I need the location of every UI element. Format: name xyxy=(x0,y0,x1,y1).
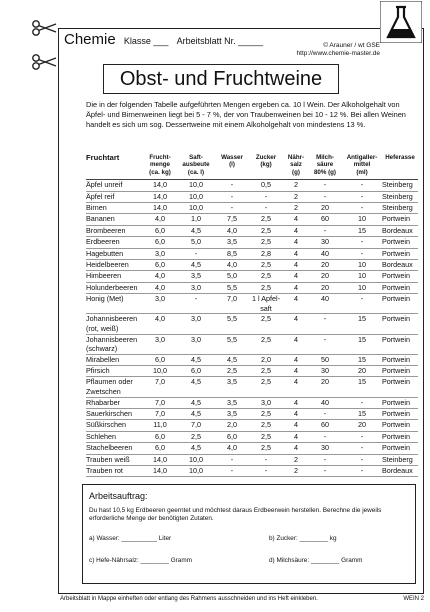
table-cell: 0,5 xyxy=(248,180,284,191)
table-cell: 4,5 xyxy=(216,354,248,365)
table-cell: 2,5 xyxy=(248,377,284,397)
table-cell: Portwein xyxy=(382,334,418,354)
table-cell: Portwein xyxy=(382,366,418,377)
column-header-8 xyxy=(382,152,418,180)
column-header-line: (ca. l) xyxy=(187,168,205,176)
table-cell: 10,0 xyxy=(144,366,176,377)
table-cell: 3,5 xyxy=(216,377,248,397)
table-cell: Honig (Met) xyxy=(86,294,144,314)
task-text: Du hast 10,5 kg Erdbeeren geerntet und möchtest daraus Erdbeerwein herstellen. Berechne die jeweils erforderliche Menge der benötigten Zutaten. xyxy=(89,507,382,522)
table-cell: 2,8 xyxy=(248,248,284,259)
table-cell: 4,5 xyxy=(176,259,216,270)
table-cell: 3,5 xyxy=(216,237,248,248)
table-cell: 6,0 xyxy=(144,225,176,236)
table-cell: 2,0 xyxy=(248,354,284,365)
table-cell: - xyxy=(342,203,382,214)
header-copyright xyxy=(297,42,380,58)
table-cell: 3,0 xyxy=(176,282,216,293)
table-cell: Portwein xyxy=(382,294,418,314)
table-cell: 14,0 xyxy=(144,191,176,202)
table-cell: 4,5 xyxy=(176,409,216,420)
table-cell: 2,5 xyxy=(248,431,284,442)
table-cell: 6,0 xyxy=(216,431,248,442)
table-cell: Portwein xyxy=(382,409,418,420)
table-cell: Portwein xyxy=(382,354,418,365)
table-row xyxy=(86,314,418,334)
table-cell: 4,5 xyxy=(176,443,216,454)
table-row xyxy=(86,334,418,354)
column-header-line: Fruchtart xyxy=(86,153,120,162)
table-cell: Stachelbeeren xyxy=(86,443,144,454)
task-box xyxy=(82,484,416,584)
table-row xyxy=(86,271,418,282)
table-cell: 10,0 xyxy=(176,203,216,214)
table-cell: 14,0 xyxy=(144,203,176,214)
table-cell: - xyxy=(308,180,342,191)
table-cell: 10,0 xyxy=(176,454,216,465)
answer-nutrient-salt: c) Hefe-Nährsalz: ________ Gramm xyxy=(89,557,193,564)
table-cell: 4 xyxy=(284,443,308,454)
table-cell: 15 xyxy=(342,409,382,420)
column-header-line: Saft- xyxy=(189,154,203,161)
column-header-line: menge xyxy=(150,161,170,169)
table-cell: Rhabarber xyxy=(86,397,144,408)
table-cell: 7,0 xyxy=(216,294,248,314)
table-cell: - xyxy=(216,466,248,477)
table-row xyxy=(86,454,418,465)
table-cell: 15 xyxy=(342,225,382,236)
table-cell: 2,5 xyxy=(248,214,284,225)
table-row xyxy=(86,191,418,202)
table-cell: Johannisbeeren (schwarz) xyxy=(86,334,144,354)
table-cell: 4,0 xyxy=(144,282,176,293)
table-cell: Steinberg xyxy=(382,203,418,214)
table-cell: - xyxy=(342,294,382,314)
table-cell: 4 xyxy=(284,314,308,334)
table-cell: 10 xyxy=(342,282,382,293)
table-cell: 2 xyxy=(284,203,308,214)
table-cell: Portwein xyxy=(382,420,418,431)
table-cell: Mirabellen xyxy=(86,354,144,365)
table-cell: 4 xyxy=(284,354,308,365)
task-title: Arbeitsauftrag: xyxy=(89,491,148,501)
column-header-line: (ml) xyxy=(356,168,368,176)
table-cell: - xyxy=(342,237,382,248)
table-cell: - xyxy=(308,191,342,202)
table-cell: Bordeaux xyxy=(382,466,418,477)
table-cell: - xyxy=(308,334,342,354)
table-cell: 4 xyxy=(284,225,308,236)
table-cell: 7,0 xyxy=(176,420,216,431)
table-cell: - xyxy=(342,466,382,477)
table-cell: 20 xyxy=(342,420,382,431)
table-cell: 2 xyxy=(284,454,308,465)
table-cell: 4 xyxy=(284,420,308,431)
table-cell: Heidelbeeren xyxy=(86,259,144,270)
table-cell: Portwein xyxy=(382,397,418,408)
table-cell: Holunderbeeren xyxy=(86,282,144,293)
table-cell: 2,5 xyxy=(248,225,284,236)
table-cell: 2 xyxy=(284,191,308,202)
table-cell: - xyxy=(308,314,342,334)
table-cell: 20 xyxy=(308,203,342,214)
table-header-row xyxy=(86,152,418,180)
table-cell: 4,5 xyxy=(176,225,216,236)
table-cell: - xyxy=(342,431,382,442)
table-cell: 15 xyxy=(342,334,382,354)
table-cell: Trauben weiß xyxy=(86,454,144,465)
table-cell: 4,5 xyxy=(176,377,216,397)
table-cell: 3,0 xyxy=(144,334,176,354)
table-cell: 4 xyxy=(284,397,308,408)
table-cell: - xyxy=(216,203,248,214)
table-cell: - xyxy=(176,294,216,314)
table-cell: 4,0 xyxy=(216,443,248,454)
table-cell: 2 xyxy=(284,180,308,191)
table-cell: 4,0 xyxy=(216,225,248,236)
column-header-line: säure xyxy=(316,161,334,169)
table-cell: 20 xyxy=(308,271,342,282)
table-cell: 7,0 xyxy=(144,409,176,420)
table-cell: Portwein xyxy=(382,214,418,225)
subject-label: Chemie xyxy=(64,31,116,48)
table-cell: Äpfel reif xyxy=(86,191,144,202)
scissors-icon xyxy=(31,20,57,36)
table-cell: 6,0 xyxy=(144,259,176,270)
table-row xyxy=(86,420,418,431)
table-cell: Portwein xyxy=(382,443,418,454)
table-cell: 30 xyxy=(308,237,342,248)
table-cell: 3,0 xyxy=(248,397,284,408)
table-cell: - xyxy=(216,180,248,191)
table-cell: 4 xyxy=(284,409,308,420)
table-cell: 20 xyxy=(342,366,382,377)
table-cell: 6,0 xyxy=(144,443,176,454)
table-cell: 5,0 xyxy=(216,271,248,282)
table-body xyxy=(86,180,418,477)
class-field: Klasse ___ xyxy=(123,36,169,46)
table-cell: 6,0 xyxy=(144,354,176,365)
table-cell: Portwein xyxy=(382,237,418,248)
table-cell: 4,0 xyxy=(144,314,176,334)
table-cell: - xyxy=(308,431,342,442)
table-cell: 3,0 xyxy=(176,334,216,354)
table-cell: 60 xyxy=(308,214,342,225)
table-cell: 1,0 xyxy=(176,214,216,225)
table-row xyxy=(86,366,418,377)
table-cell: 5,5 xyxy=(216,282,248,293)
table-cell: Steinberg xyxy=(382,454,418,465)
column-header-line: ausbeute xyxy=(182,161,210,169)
column-header-3 xyxy=(216,152,248,180)
table-cell: 2,5 xyxy=(176,431,216,442)
table-row xyxy=(86,214,418,225)
table-cell: 30 xyxy=(308,366,342,377)
table-cell: Pfirsich xyxy=(86,366,144,377)
scissors-icon xyxy=(31,54,57,70)
column-header-7 xyxy=(342,152,382,180)
table-cell: 10,0 xyxy=(176,191,216,202)
table-cell: 14,0 xyxy=(144,466,176,477)
answer-water: a) Wasser: __________ Liter xyxy=(89,535,172,542)
table-cell: Bananen xyxy=(86,214,144,225)
table-cell: 50 xyxy=(308,354,342,365)
table-cell: 4 xyxy=(284,377,308,397)
table-cell: 4,5 xyxy=(176,397,216,408)
table-row xyxy=(86,225,418,236)
column-header-0 xyxy=(86,152,144,180)
table-cell: 4 xyxy=(284,366,308,377)
table-cell: Brombeeren xyxy=(86,225,144,236)
table-cell: 7,5 xyxy=(216,214,248,225)
table-cell: 2,5 xyxy=(248,237,284,248)
table-cell: Bordeaux xyxy=(382,259,418,270)
column-header-2 xyxy=(176,152,216,180)
table-row xyxy=(86,466,418,477)
table-cell: Portwein xyxy=(382,282,418,293)
table-cell: 20 xyxy=(308,377,342,397)
page-title xyxy=(103,64,339,94)
column-header-line: Wasser xyxy=(221,154,243,161)
table-cell: 6,0 xyxy=(144,431,176,442)
table-cell: 2,5 xyxy=(248,366,284,377)
table-row xyxy=(86,294,418,314)
copyright-text: © Arauner / wt GSE xyxy=(323,42,380,49)
table-cell: Steinberg xyxy=(382,191,418,202)
table-cell: 4,5 xyxy=(176,354,216,365)
table-row xyxy=(86,409,418,420)
table-cell: Süßkirschen xyxy=(86,420,144,431)
column-header-line: salz xyxy=(290,161,302,169)
table-cell: 2,5 xyxy=(216,366,248,377)
answer-sugar: b) Zucker: ________ kg xyxy=(269,535,337,542)
table-row xyxy=(86,180,418,191)
column-header-line: Nähr- xyxy=(287,154,305,161)
table-cell: 10,0 xyxy=(176,180,216,191)
table-cell: 4,0 xyxy=(144,271,176,282)
table-cell: 4 xyxy=(284,214,308,225)
table-cell: Birnen xyxy=(86,203,144,214)
table-cell: 4 xyxy=(284,294,308,314)
intro-paragraph: Die in der folgenden Tabelle aufgeführten Mengen ergeben ca. 10 l Wein. Der Alkoholgehalt von Äpfel- und Birnenweinen liegt bei 5 - 7 %, der von Traubenweinen bei 10 - 12 %. Bei allen Weinen handelt es sich um sog. Dessertweine mit einem Alkoholgehalt von mindestens 13 %. xyxy=(86,100,406,129)
table-cell: Hagebutten xyxy=(86,248,144,259)
table-cell: 10 xyxy=(342,271,382,282)
table-cell: Bordeaux xyxy=(382,225,418,236)
table-cell: 15 xyxy=(342,314,382,334)
table-cell: Steinberg xyxy=(382,180,418,191)
table-cell: Sauerkirschen xyxy=(86,409,144,420)
table-cell: 6,0 xyxy=(144,237,176,248)
column-header-4 xyxy=(248,152,284,180)
table-cell: 15 xyxy=(342,377,382,397)
table-cell: 5,5 xyxy=(216,334,248,354)
table-cell: - xyxy=(308,409,342,420)
table-row xyxy=(86,443,418,454)
table-cell: 14,0 xyxy=(144,180,176,191)
table-cell: 10 xyxy=(342,259,382,270)
table-cell: 4,0 xyxy=(216,259,248,270)
table-row xyxy=(86,282,418,293)
table-cell: 40 xyxy=(308,248,342,259)
footer-instruction: Arbeitsblatt in Mappe einheften oder entlang des Rahmens ausschneiden und ins Heft einkleben. xyxy=(60,596,318,602)
footer xyxy=(60,596,424,602)
table-cell: 10 xyxy=(342,214,382,225)
table-cell: - xyxy=(342,248,382,259)
table-cell: 3,0 xyxy=(176,314,216,334)
column-header-line: (l) xyxy=(229,161,235,169)
table-cell: 1 l Apfel- saft xyxy=(248,294,284,314)
table-cell: - xyxy=(342,454,382,465)
table-row xyxy=(86,248,418,259)
table-cell: 2 xyxy=(284,466,308,477)
table-cell: 10,0 xyxy=(176,466,216,477)
column-header-line: Frucht- xyxy=(149,154,171,161)
table-cell: 3,0 xyxy=(144,248,176,259)
table-row xyxy=(86,203,418,214)
table-row xyxy=(86,259,418,270)
column-header-5 xyxy=(284,152,308,180)
table-cell: - xyxy=(342,397,382,408)
table-cell: 30 xyxy=(308,443,342,454)
table-cell: 2,5 xyxy=(248,282,284,293)
cut-strip xyxy=(0,0,58,612)
table-cell: 7,0 xyxy=(144,397,176,408)
table-cell: 60 xyxy=(308,420,342,431)
column-header-line: (g) xyxy=(292,168,300,176)
table-cell: Trauben rot xyxy=(86,466,144,477)
column-header-line: (kg) xyxy=(260,161,272,169)
table-cell: - xyxy=(342,180,382,191)
table-cell: - xyxy=(342,191,382,202)
table-cell: 3,5 xyxy=(216,397,248,408)
table-cell: - xyxy=(216,454,248,465)
column-header-1 xyxy=(144,152,176,180)
table-cell: 3,5 xyxy=(176,271,216,282)
table-cell: Schlehen xyxy=(86,431,144,442)
footer-code: WEIN 2 xyxy=(403,596,424,602)
table-cell: 7,0 xyxy=(144,377,176,397)
table-cell: Portwein xyxy=(382,271,418,282)
table-cell: 11,0 xyxy=(144,420,176,431)
table-cell: - xyxy=(248,203,284,214)
table-cell: 4 xyxy=(284,237,308,248)
table-cell: 6,0 xyxy=(176,366,216,377)
table-cell: 2,5 xyxy=(248,259,284,270)
table-cell: 2,5 xyxy=(248,271,284,282)
table-cell: - xyxy=(216,191,248,202)
sheet-number-field: Arbeitsblatt Nr. _____ xyxy=(176,36,264,46)
table-row xyxy=(86,431,418,442)
table-cell: 3,0 xyxy=(144,294,176,314)
table-cell: 4 xyxy=(284,282,308,293)
table-cell: 2,5 xyxy=(248,420,284,431)
table-cell: 2,5 xyxy=(248,334,284,354)
answer-lactic-acid: d) Milchsäure: ________ Gramm xyxy=(269,557,363,564)
table-cell: - xyxy=(248,454,284,465)
table-cell: 8,5 xyxy=(216,248,248,259)
table-cell: Äpfel unreif xyxy=(86,180,144,191)
table-cell: 5,5 xyxy=(216,314,248,334)
table-cell: Portwein xyxy=(382,248,418,259)
table-cell: 4 xyxy=(284,271,308,282)
table-cell: Johannisbeeren (rot, weiß) xyxy=(86,314,144,334)
table-cell: 2,0 xyxy=(216,420,248,431)
column-header-line: Zucker xyxy=(255,154,277,161)
table-cell: Erdbeeren xyxy=(86,237,144,248)
table-cell: 20 xyxy=(308,259,342,270)
table-cell: Portwein xyxy=(382,314,418,334)
table-cell: 40 xyxy=(308,397,342,408)
table-cell: 4 xyxy=(284,248,308,259)
table-cell: 2,5 xyxy=(248,409,284,420)
table-cell: 40 xyxy=(308,294,342,314)
table-cell: - xyxy=(176,248,216,259)
table-cell: 5,0 xyxy=(176,237,216,248)
table-row xyxy=(86,397,418,408)
table-cell: - xyxy=(308,454,342,465)
table-row xyxy=(86,377,418,397)
table-cell: 2,5 xyxy=(248,314,284,334)
table-cell: Himbeeren xyxy=(86,271,144,282)
header-title xyxy=(64,31,263,48)
table-cell: 4 xyxy=(284,334,308,354)
table-cell: - xyxy=(248,191,284,202)
column-header-line: (ca. kg) xyxy=(149,168,171,176)
table-cell: - xyxy=(308,466,342,477)
table-cell: 4 xyxy=(284,259,308,270)
table-cell: 3,5 xyxy=(216,409,248,420)
table-cell: - xyxy=(248,466,284,477)
table-cell: - xyxy=(308,225,342,236)
column-header-line: mittel xyxy=(353,161,371,169)
table-cell: 4 xyxy=(284,431,308,442)
table-row xyxy=(86,237,418,248)
table-cell: 4,0 xyxy=(144,214,176,225)
table-cell: Pflaumen oder Zwetschen xyxy=(86,377,144,397)
flask-icon xyxy=(380,1,422,43)
column-header-line: Milch- xyxy=(316,154,334,161)
worksheet-header xyxy=(58,28,424,62)
table-cell: 2,5 xyxy=(248,443,284,454)
column-header-line: 80% (g) xyxy=(313,168,336,176)
column-header-line: Antigaller- xyxy=(346,154,378,161)
table-cell: 15 xyxy=(342,354,382,365)
table-row xyxy=(86,354,418,365)
column-header-6 xyxy=(308,152,342,180)
fruit-wine-table xyxy=(86,152,418,477)
page-title-text: Obst- und Fruchtweine xyxy=(119,67,323,90)
table-cell: 20 xyxy=(308,282,342,293)
table-cell: - xyxy=(342,443,382,454)
table-cell: Portwein xyxy=(382,377,418,397)
column-header-line: Heferasse xyxy=(385,154,415,161)
table-cell: Portwein xyxy=(382,431,418,442)
table-cell: 14,0 xyxy=(144,454,176,465)
website-url: http://www.chemie-master.de xyxy=(296,50,380,57)
